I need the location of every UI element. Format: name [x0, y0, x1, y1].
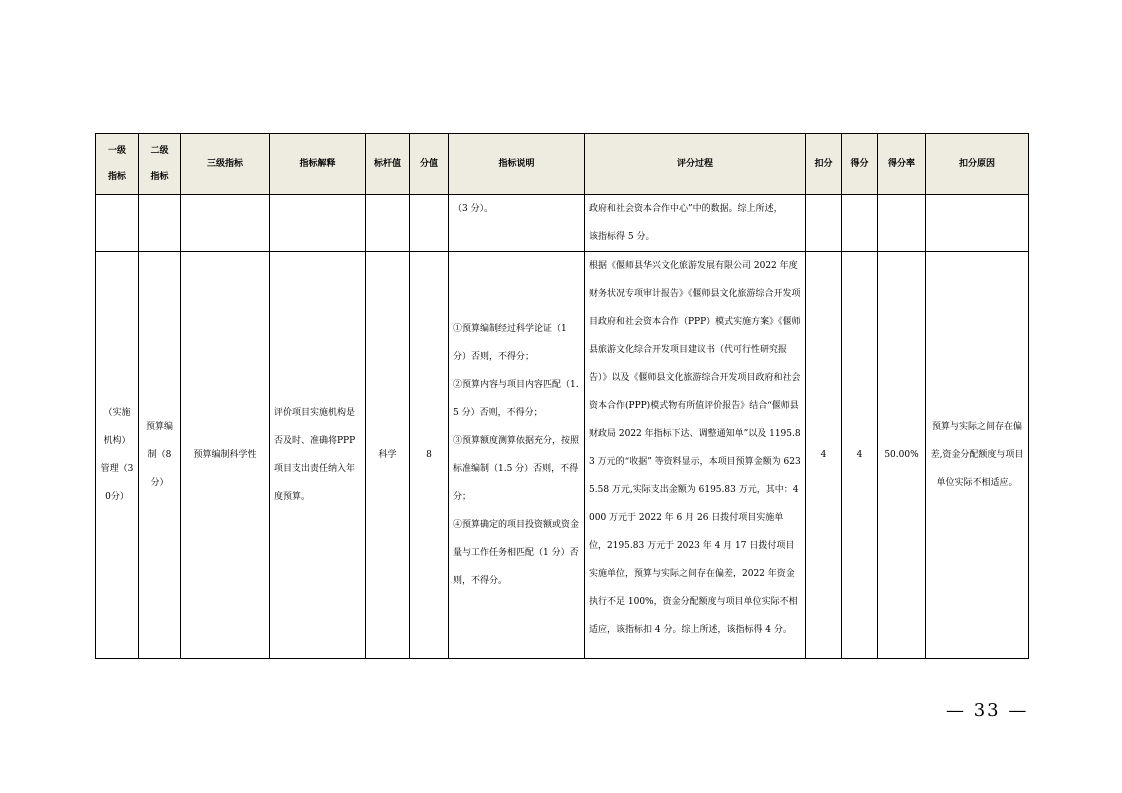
page-number: — 33 —: [946, 700, 1029, 721]
description-item: ②预算内容与项目内容匹配（1.5 分）否则，不得分；: [453, 380, 579, 418]
cont-rate: [878, 195, 926, 252]
header-deduction: 扣分: [806, 134, 842, 195]
cell-process: 根据《偃师县华兴文化旅游发展有限公司 2022 年度财务状况专项审计报告》《偃师县文化旅游综合开发项目政府和社会资本合作（PPP）模式实施方案》《偃师县旅游文化综合开发项目建议书（代可行性研究报告）》以及《偃师县文化旅游综合开发项目政府和社会资本合作(PPP)模式物有所值评价报告》结合“偃师县财政局 2022 年指标下达、调整通知单”以及 1195.83 万元的“收据” 等资料显示，本项目预算金额为 6235.58 万元,实际支出金额为 6195.83 万元，其中：4000 万元于 2022 年 6 月 26 日拨付项目实施单位，2195.83 万元于 2023 年 4 月 17 日拨付项目实施单位，预算与实际之间存在偏差，2022 年资金执行不足 100%，资金分配额度与项目单位实际不相适应，该指标扣 4 分。综上所述，该指标得 4 分。: [585, 252, 806, 659]
header-level2: [139, 134, 181, 195]
cell-rate: 50.00%: [878, 252, 926, 659]
header-benchmark: 标杆值: [366, 134, 410, 195]
continuation-row: [96, 195, 1029, 252]
cont-score-value: [410, 195, 449, 252]
header-process: 评分过程: [585, 134, 806, 195]
header-explanation: 指标解释: [270, 134, 366, 195]
cell-description: [449, 252, 585, 659]
header-score: 得分: [842, 134, 878, 195]
header-reason: 扣分原因: [926, 134, 1029, 195]
cont-deduction: [806, 195, 842, 252]
cont-level1: [96, 195, 139, 252]
cell-level3: 预算编制科学性: [181, 252, 270, 659]
cell-level2: 预算编制（8分）: [139, 252, 181, 659]
header-level1-line2: 指标: [107, 172, 126, 182]
description-item: ①预算编制经过科学论证（1 分）否则，不得分；: [453, 324, 567, 362]
cont-benchmark: [366, 195, 410, 252]
cont-score: [842, 195, 878, 252]
cell-level1: （实施机构）管理（30分）: [96, 252, 139, 659]
cont-process: [585, 195, 806, 252]
header-level1-line1: 一级: [107, 146, 126, 156]
header-level1: [96, 134, 139, 195]
cell-score: 4: [842, 252, 878, 659]
cont-reason: [926, 195, 1029, 252]
header-score-value: 分值: [410, 134, 449, 195]
description-item: ④预算确定的项目投资额或资金量与工作任务相匹配（1 分）否则，不得分。: [453, 520, 580, 586]
header-level2-line1: 二级: [150, 146, 169, 156]
cell-explanation: 评价项目实施机构是否及时、准确将PPP 项目支出责任纳入年度预算。: [270, 252, 366, 659]
cont-process-line2: 该指标得 5 分。: [589, 232, 655, 242]
header-rate: 得分率: [878, 134, 926, 195]
cell-score-value: 8: [410, 252, 449, 659]
header-description: 指标说明: [449, 134, 585, 195]
budget-row: [96, 252, 1029, 659]
cell-deduction: 4: [806, 252, 842, 659]
description-item: ③预算额度测算依据充分，按照标准编制（1.5 分）否则，不得分；: [453, 436, 580, 502]
cont-level2: [139, 195, 181, 252]
header-level3: 三级指标: [181, 134, 270, 195]
evaluation-table: [95, 133, 1029, 659]
cont-process-line1: 政府和社会资本合作中心”中的数据。综上所述，: [589, 204, 783, 214]
cont-level3: [181, 195, 270, 252]
cont-explanation: [270, 195, 366, 252]
header-row: [96, 134, 1029, 195]
cont-description: （3 分）。: [449, 195, 585, 252]
cell-benchmark: 科学: [366, 252, 410, 659]
cell-reason: 预算与实际之间存在偏差,资金分配额度与项目单位实际不相适应。: [926, 252, 1029, 659]
header-level2-line2: 指标: [150, 172, 169, 182]
